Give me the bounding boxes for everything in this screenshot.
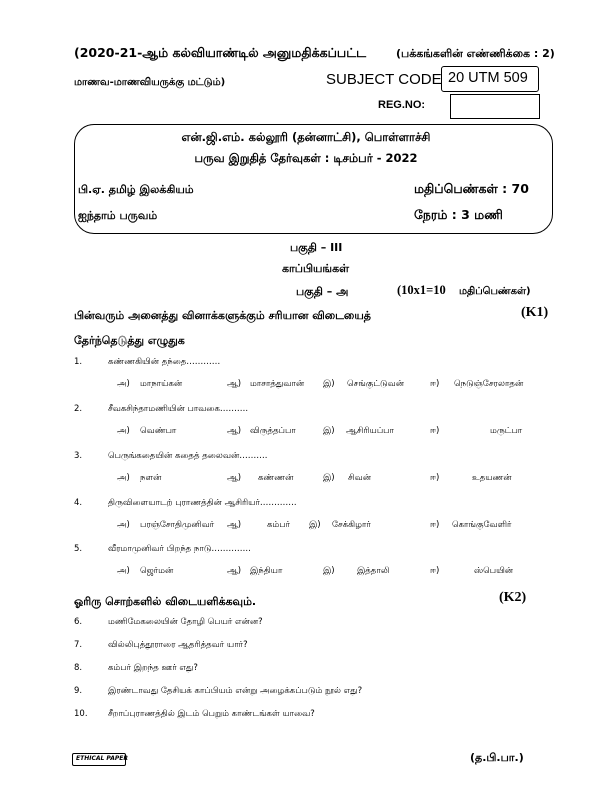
option-text: ஸ்பெயின் — [474, 566, 514, 576]
question-number: 5. — [74, 544, 83, 554]
option-text: விருத்தப்பா — [250, 426, 296, 436]
question-text: மணிமேகலையின் தோழி பெயர் என்ன? — [108, 617, 263, 627]
option-label: அ) — [117, 520, 130, 530]
question-text: இரண்டாவது தேசியக் காப்பியம் என்று அழைக்கப்படும் நூல் எது? — [108, 686, 363, 696]
option-label: இ) — [323, 379, 335, 389]
question-number: 8. — [74, 663, 83, 673]
semester: ஐந்தாம் பருவம் — [78, 209, 158, 222]
k2-instruction: ஓரிரு சொற்களில் விடையளிக்கவும். — [74, 595, 257, 608]
question-number: 2. — [74, 404, 83, 414]
college-name: என்.ஜி.எம். கல்லூரி (தன்னாட்சி), பொள்ளாச்சி — [181, 130, 431, 144]
option-text: ஆசிரியப்பா — [346, 426, 394, 436]
question-text: சீவகசிந்தாமணியின் பாவகை………. — [108, 404, 249, 414]
subject-code: 20 UTM 509 — [448, 70, 528, 86]
exam-title: பருவ இறுதித் தேர்வுகள் : டிசம்பர் - 2022 — [194, 151, 418, 165]
approval-note: (2020-21-ஆம் கல்வியாண்டில் அனுமதிக்கப்பட்ட — [74, 45, 367, 60]
option-text: நெடுஞ்சேரலாதன் — [454, 379, 524, 389]
max-marks: மதிப்பெண்கள் : 70 — [414, 181, 529, 196]
question-text: வில்லிபுத்தூராரை ஆதரித்தவர் யார்? — [108, 640, 248, 650]
question-number: 9. — [74, 686, 83, 696]
duration: நேரம் : 3 மணி — [414, 207, 503, 222]
part-label: பகுதி – III — [290, 241, 343, 254]
question-text: சீறாப்புராணத்தில் இடம் பெறும் காண்டங்கள் யாவை? — [108, 709, 315, 719]
option-text: உதயணன் — [472, 473, 512, 483]
option-text: கண்ணன் — [258, 473, 294, 483]
regno-field[interactable] — [450, 94, 540, 119]
option-label: ஈ) — [430, 566, 440, 576]
question-number: 3. — [74, 451, 83, 461]
option-label: ஆ) — [227, 426, 242, 436]
option-text: இந்தியா — [250, 566, 283, 576]
regno-label: REG.NO: — [378, 99, 426, 111]
option-text: செங்குட்டுவன் — [347, 379, 405, 389]
option-text: கொங்குவேளிர் — [452, 520, 512, 530]
question-text: பெருங்கதையின் கதைத் தலைவன்………. — [108, 451, 268, 461]
subject-code-label: SUBJECT CODE — [326, 71, 442, 88]
section-marks-text: மதிப்பெண்கள்) — [459, 286, 531, 297]
k1-level: (K1) — [521, 305, 549, 320]
question-number: 6. — [74, 617, 83, 627]
question-text: திருவிளையாடற் புராணத்தின் ஆசிரியர்…………. — [108, 498, 297, 508]
option-label: ஆ) — [227, 473, 242, 483]
option-label: ஈ) — [430, 473, 440, 483]
option-label: அ) — [117, 426, 130, 436]
option-label: ஈ) — [430, 379, 440, 389]
option-label: இ) — [323, 566, 335, 576]
question-text: கம்பர் இறந்த ஊர் எது? — [108, 663, 198, 673]
course-name: பி.ஏ. தமிழ் இலக்கியம் — [78, 183, 194, 196]
paper-title: காப்பியங்கள் — [282, 262, 350, 275]
students-note: மாணவ-மாணவியருக்கு மட்டும்) — [74, 77, 226, 88]
ethical-paper-stamp — [72, 753, 129, 766]
stamp-text: ETHICAL PAPER — [76, 755, 129, 762]
question-number: 1. — [74, 357, 83, 367]
question-number: 10. — [74, 709, 88, 719]
option-text: மருட்பா — [490, 426, 523, 436]
page-count: (பக்கங்களின் எண்ணிக்கை : 2) — [396, 47, 555, 60]
option-label: ஆ) — [227, 520, 242, 530]
option-label: ஈ) — [430, 520, 440, 530]
option-label: ஈ) — [430, 426, 440, 436]
k2-level: (K2) — [499, 590, 527, 605]
k1-instruction-line1: பின்வரும் அனைத்து வினாக்களுக்கும் சரியான விடையைத் — [74, 309, 371, 322]
subject-code-box — [441, 66, 539, 92]
option-text: சிவன் — [348, 473, 372, 483]
option-text: மாசாத்துவான் — [250, 379, 305, 389]
option-text: நளன் — [140, 473, 162, 483]
option-label: ஆ) — [227, 379, 242, 389]
option-label: அ) — [117, 379, 130, 389]
option-label: இ) — [309, 520, 321, 530]
option-text: வெண்பா — [140, 426, 177, 436]
pto-note: (த.பி.பா.) — [470, 751, 524, 764]
option-text: ஜெர்மன் — [140, 566, 174, 576]
option-label: அ) — [117, 473, 130, 483]
section-label: பகுதி – அ — [296, 285, 349, 298]
option-label: இ) — [323, 426, 335, 436]
section-marks-count: (10x1=10 — [397, 283, 446, 297]
k1-instruction-line2: தேர்ந்தெடுத்து எழுதுக — [74, 334, 185, 347]
option-label: அ) — [117, 566, 130, 576]
option-text: பரஞ்சோதிமுனிவர் — [140, 520, 215, 530]
question-number: 7. — [74, 640, 83, 650]
option-text: மாநாய்கன் — [140, 379, 183, 389]
option-label: இ) — [323, 473, 335, 483]
option-text: இத்தாலி — [357, 566, 390, 576]
question-text: வீரமாமுனிவர் பிறந்த நாடு………….. — [108, 544, 251, 554]
question-text: கண்ணகியின் தந்தை………… — [108, 357, 221, 367]
option-text: கம்பர் — [267, 520, 291, 530]
question-number: 4. — [74, 498, 83, 508]
option-text: சேக்கிழார் — [332, 520, 371, 530]
option-label: ஆ) — [227, 566, 242, 576]
